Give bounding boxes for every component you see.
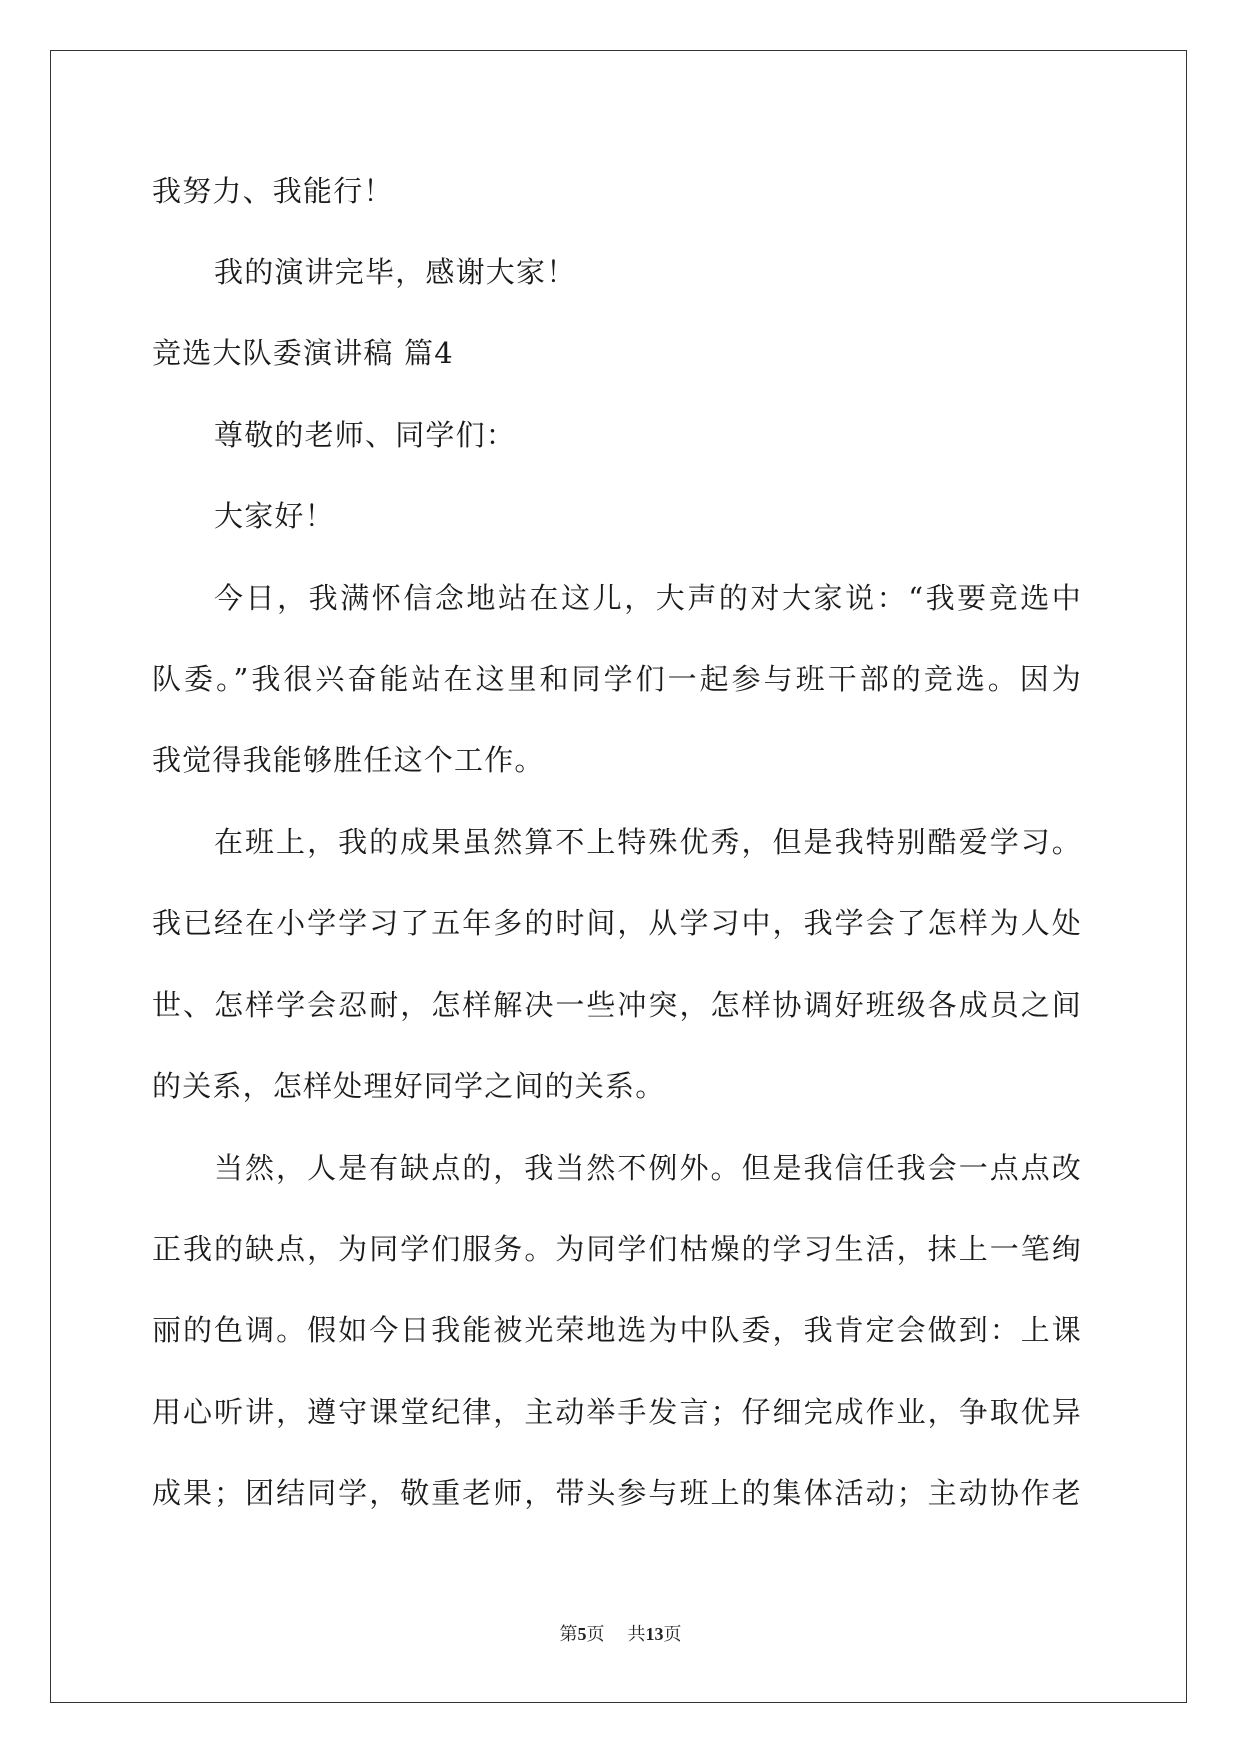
- text-line: 世、怎样学会忍耐，怎样解决一些冲突，怎样协调好班级各成员之间: [152, 988, 1082, 1022]
- text-line: 队委。”我很兴奋能站在这里和同学们一起参与班干部的竞选。因为: [152, 662, 1082, 696]
- footer-total-suffix: 页: [663, 1624, 682, 1645]
- text-line: 正我的缺点，为同学们服务。为同学们枯燥的学习生活，抹上一笔绚: [152, 1232, 1082, 1266]
- page-border: [50, 50, 1187, 1703]
- page-footer: [0, 1623, 1241, 1646]
- footer-total-prefix: 共: [627, 1624, 646, 1645]
- section-heading: 竞选大队委演讲稿 篇4: [152, 336, 454, 370]
- text-line: 今日，我满怀信念地站在这儿，大声的对大家说：“我要竞选中: [214, 581, 1082, 615]
- greeting: 大家好！: [214, 499, 335, 533]
- text-line: 我觉得我能够胜任这个工作。: [152, 743, 545, 777]
- text-line: 我努力、我能行！: [152, 174, 394, 208]
- text-line: 成果；团结同学，敬重老师，带头参与班上的集体活动；主动协作老: [152, 1476, 1082, 1510]
- total-pages: 13: [645, 1624, 664, 1644]
- footer-page-suffix: 页: [586, 1624, 605, 1645]
- page-number: 5: [577, 1624, 587, 1644]
- text-line: 我的演讲完毕，感谢大家！: [214, 255, 577, 289]
- text-line: 我已经在小学学习了五年多的时间，从学习中，我学会了怎样为人处: [152, 906, 1082, 940]
- text-line: 当然，人是有缺点的，我当然不例外。但是我信任我会一点点改: [214, 1151, 1082, 1185]
- text-line: 丽的色调。假如今日我能被光荣地选为中队委，我肯定会做到：上课: [152, 1313, 1082, 1347]
- footer-prefix: 第: [559, 1624, 578, 1645]
- text-line: 的关系，怎样处理好同学之间的关系。: [152, 1069, 666, 1103]
- salutation: 尊敬的老师、同学们：: [214, 418, 517, 452]
- text-line: 在班上，我的成果虽然算不上特殊优秀，但是我特别酷爱学习。: [214, 825, 1082, 859]
- text-line: 用心听讲，遵守课堂纪律，主动举手发言；仔细完成作业，争取优异: [152, 1395, 1082, 1429]
